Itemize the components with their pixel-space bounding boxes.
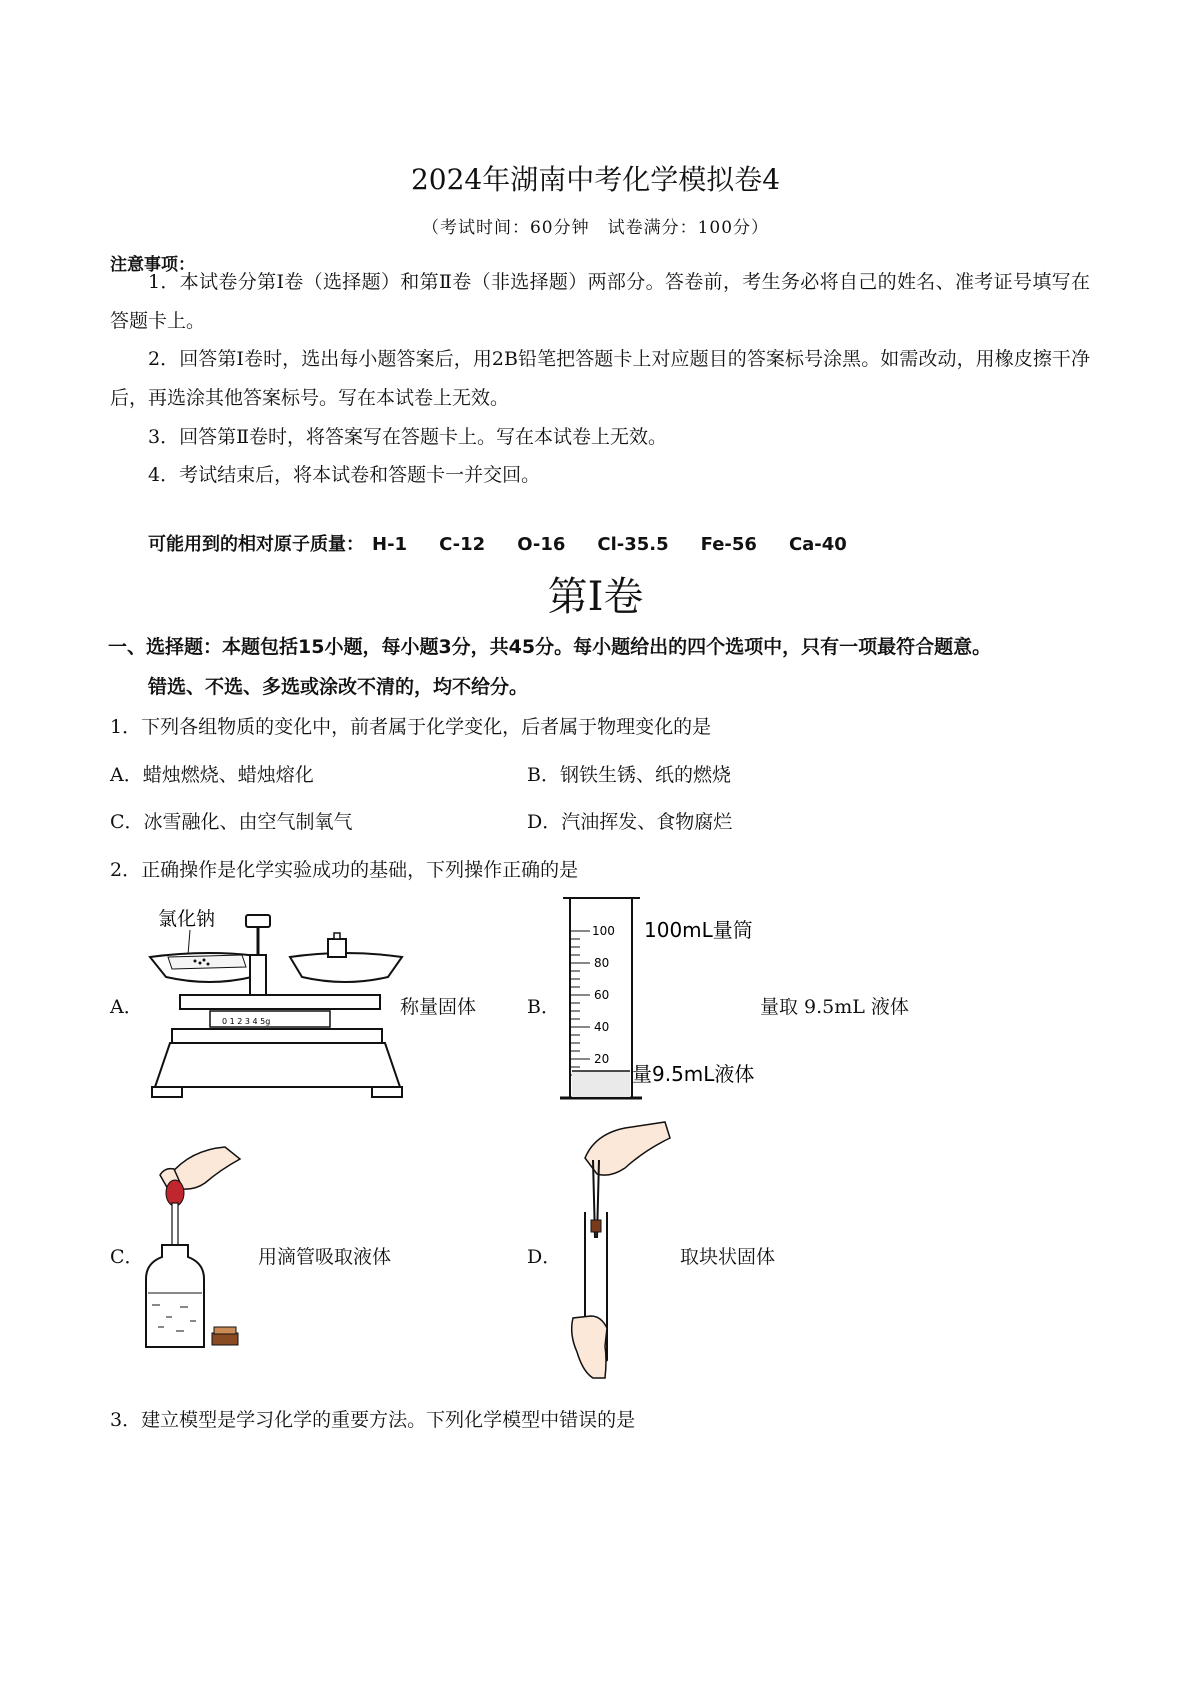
- section-heading-line2: 错选、不选、多选或涂改不清的，均不给分。: [148, 676, 529, 698]
- part-title: 第Ⅰ卷: [547, 574, 644, 620]
- q2-option-b-caption: 量取 9.5mL 液体: [760, 996, 909, 1018]
- q1-option-d: D．汽油挥发、食物腐烂: [527, 811, 733, 833]
- q2-option-b-letter: B．: [527, 996, 560, 1018]
- q1-option-b: B．钢铁生锈、纸的燃烧: [527, 764, 731, 786]
- test-tube-figure: [565, 1120, 675, 1380]
- cylinder-tick-label: 20: [594, 1052, 610, 1066]
- question-2-stem: 2．正确操作是化学实验成功的基础，下列操作正确的是: [110, 859, 579, 881]
- note-item-1: 1．本试卷分第Ⅰ卷（选择题）和第Ⅱ卷（非选择题）两部分。答卷前，考生务必将自己的姓名、准考证号填写在答题卡上。: [110, 271, 1090, 332]
- question-3-stem: 3．建立模型是学习化学的重要方法。下列化学模型中错误的是: [110, 1409, 636, 1431]
- q1-option-c: C．冰雪融化、由空气制氧气: [110, 811, 353, 833]
- atomic-mass-label: 可能用到的相对原子质量：: [148, 534, 364, 555]
- cylinder-volume-label: 量9.5mL液体: [632, 1062, 755, 1086]
- graduated-cylinder-illustration: [560, 895, 760, 1105]
- cylinder-tick-label: 40: [594, 1020, 610, 1034]
- atomic-mass-item: O-16: [517, 534, 566, 555]
- q1-option-a: A．蜡烛燃烧、蜡烛熔化: [110, 764, 314, 786]
- q2-option-d-letter: D．: [527, 1246, 562, 1268]
- exam-info: （考试时间：60分钟 试卷满分：100分）: [421, 218, 770, 238]
- cylinder-tick-label: 80: [594, 956, 610, 970]
- dropper-figure: [140, 1145, 260, 1355]
- atomic-mass-item: Cl-35.5: [597, 534, 669, 555]
- q2-option-d-caption: 取块状固体: [680, 1246, 776, 1268]
- note-item-2: 2．回答第Ⅰ卷时，选出每小题答案后，用2B铅笔把答题卡上对应题目的答案标号涂黑。如需改动，用橡皮擦干净后，再选涂其他答案标号。写在本试卷上无效。: [110, 348, 1090, 409]
- cylinder-label: 100mL量筒: [644, 918, 753, 942]
- q2-option-c-letter: C．: [110, 1246, 144, 1268]
- section-heading-line1: 一、选择题：本题包括15小题，每小题3分，共45分。每小题给出的四个选项中，只有一项最符合题意。: [108, 636, 992, 658]
- balance-illustration: [140, 895, 415, 1105]
- balance-scale-text: 0 1 2 3 4 5g: [222, 1017, 271, 1026]
- page-title: 2024年湖南中考化学模拟卷4: [410, 163, 781, 196]
- notes-heading: 注意事项：: [110, 255, 195, 275]
- q2-option-a-letter: A．: [110, 996, 143, 1018]
- atomic-mass-item: Ca-40: [788, 534, 847, 555]
- cylinder-figure: [560, 895, 760, 1105]
- cylinder-tick-label: 100: [592, 924, 615, 938]
- test-tube-illustration: [565, 1120, 675, 1380]
- atomic-mass-item: Fe-56: [700, 534, 757, 555]
- atomic-mass-item: H-1: [372, 534, 408, 555]
- q2-option-a-caption: 称量固体: [400, 996, 477, 1018]
- question-1-stem: 1．下列各组物质的变化中，前者属于化学变化，后者属于物理变化的是: [110, 716, 712, 738]
- dropper-illustration: [140, 1145, 260, 1355]
- balance-label: 氯化钠: [158, 908, 216, 930]
- atomic-masses: [148, 530, 879, 556]
- balance-figure: [140, 895, 415, 1105]
- section-heading: [110, 627, 1100, 707]
- q2-option-c-caption: 用滴管吸取液体: [258, 1246, 392, 1268]
- note-item-4: 4．考试结束后，将本试卷和答题卡一并交回。: [148, 464, 541, 486]
- note-item-3: 3．回答第Ⅱ卷时，将答案写在答题卡上。写在本试卷上无效。: [148, 426, 668, 448]
- cylinder-tick-label: 60: [594, 988, 610, 1002]
- atomic-mass-item: C-12: [439, 534, 486, 555]
